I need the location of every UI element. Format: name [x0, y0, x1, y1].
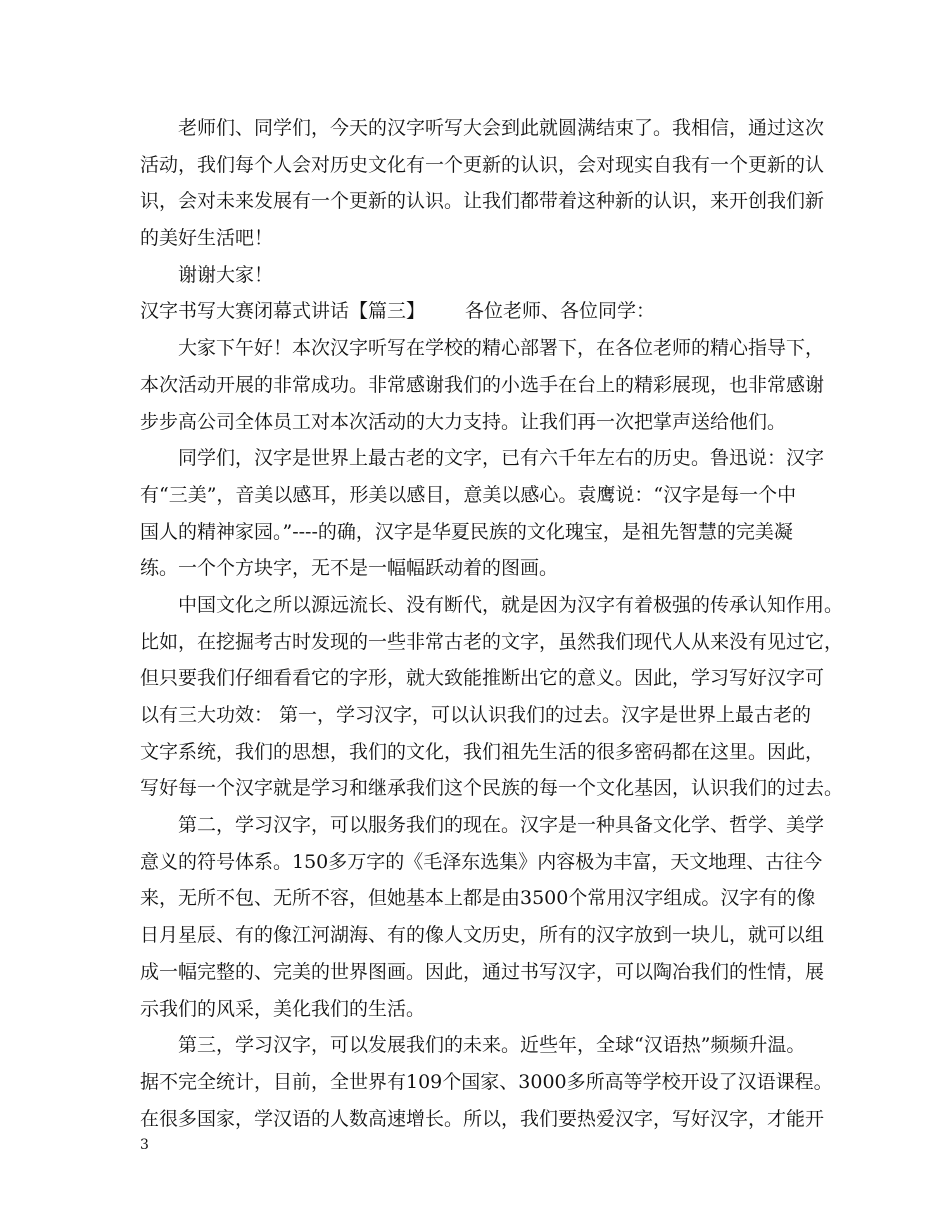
paragraph-line: 示我们的风采，美化我们的生活。: [140, 997, 426, 1020]
paragraph-line: 比如，在挖掘考古时发现的一些非常古老的文字，虽然我们现代人从来没有见过它，: [140, 630, 844, 653]
paragraph-line: 文字系统，我们的思想，我们的文化，我们祖先生活的很多密码都在这里。因此，: [140, 740, 825, 763]
paragraph-line: 识，会对未来发展有一个更新的认识。让我们都带着这种新的认识，来开创我们新: [140, 190, 825, 213]
paragraph-line: 谢谢大家！: [178, 263, 274, 286]
paragraph-line: 成一幅完整的、完美的世界图画。因此，通过书写汉字，可以陶冶我们的性情，展: [140, 960, 825, 983]
paragraph-line: 中国文化之所以源远流长、没有断代，就是因为汉字有着极强的传承认知作用。: [178, 593, 844, 616]
paragraph-line: 活动，我们每个人会对历史文化有一个更新的认识，会对现实自我有一个更新的认: [140, 153, 825, 176]
paragraph-line: 本次活动开展的非常成功。非常感谢我们的小选手在台上的精彩展现，也非常感谢: [140, 373, 825, 396]
paragraph-line: 第三，学习汉字，可以发展我们的未来。近些年，全球“汉语热”频频升温。: [178, 1034, 806, 1057]
salutation: 各位老师、各位同学：: [465, 300, 656, 323]
paragraph-line: 练。一个个方块字，无不是一幅幅跃动着的图画。: [140, 557, 559, 580]
paragraph-line: 来，无所不包、无所不容，但她基本上都是由3500个常用汉字组成。汉字有的像: [140, 887, 816, 910]
paragraph-line: 据不完全统计，目前，全世界有109个国家、3000多所高等学校开设了汉语课程。: [140, 1070, 833, 1093]
paragraph-line: 国人的精神家园。”----的确，汉字是华夏民族的文化瑰宝，是祖先智慧的完美凝: [140, 520, 793, 543]
paragraph-line: 大家下午好！本次汉字听写在学校的精心部署下，在各位老师的精心指导下，: [178, 337, 825, 360]
paragraph-line: 老师们、同学们，今天的汉字听写大会到此就圆满结束了。我相信，通过这次: [178, 117, 825, 139]
page-number: 3: [140, 1137, 149, 1153]
paragraph-line: 第二，学习汉字，可以服务我们的现在。汉字是一种具备文化学、哲学、美学: [178, 814, 825, 837]
paragraph-line: 写好每一个汉字就是学习和继承我们这个民族的每一个文化基因，认识我们的过去。: [140, 777, 844, 800]
paragraph-line: 步步高公司全体员工对本次活动的大力支持。让我们再一次把掌声送给他们。: [140, 410, 787, 433]
paragraph-line: 的美好生活吧！: [140, 227, 274, 250]
paragraph-line: 意义的符号体系。150多万字的《毛泽东选集》内容极为丰富，天文地理、古往今: [140, 850, 823, 873]
document-body: [140, 110, 844, 1137]
paragraph-line: 在很多国家，学汉语的人数高速增长。所以，我们要热爱汉字，写好汉字，才能开: [140, 1107, 825, 1130]
paragraph-line: 同学们，汉字是世界上最古老的文字，已有六千年左右的历史。鲁迅说：汉字: [178, 447, 825, 470]
paragraph-line: 以有三大功效： 第一，学习汉字，可以认识我们的过去。汉字是世界上最古老的: [140, 704, 812, 726]
section-heading: 汉字书写大赛闭幕式讲话【篇三】: [140, 300, 426, 323]
paragraph-line: 有“三美”，音美以感耳，形美以感目，意美以感心。袁鹰说：“汉字是每一个中: [140, 483, 797, 506]
paragraph-line: 但只要我们仔细看看它的字形，就大致能推断出它的意义。因此，学习写好汉字可: [140, 667, 825, 690]
section-heading-line: [140, 293, 830, 330]
paragraph-line: 日月星辰、有的像江河湖海、有的像人文历史，所有的汉字放到一块儿，就可以组: [140, 924, 825, 947]
